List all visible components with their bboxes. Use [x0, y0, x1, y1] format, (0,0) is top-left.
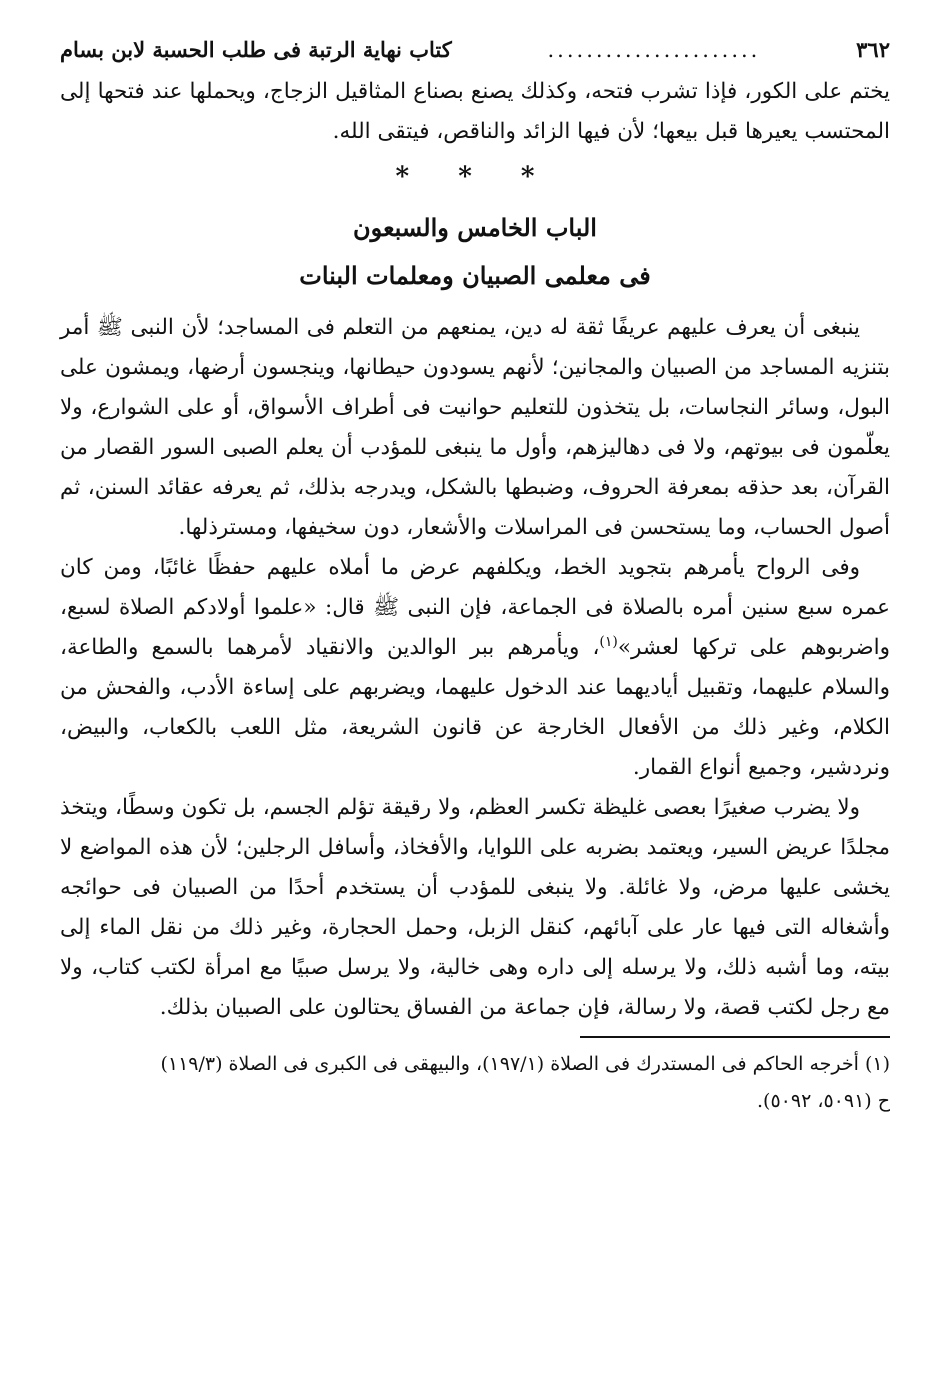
- running-header: [60, 30, 890, 72]
- book-title: كتاب نهاية الرتبة فى طلب الحسبة لابن بسام: [60, 37, 452, 62]
- chapter-subtitle: فى معلمى الصبيان ومعلمات البنات: [299, 261, 651, 290]
- paragraph-2-after-ref: ، ويأمرهم ببر الوالدين والانقياد لأمرهما بالسمع والطاعة، والسلام عليهما، وتقبيل أياديهما عند الدخول عليهما، ويضربهم على إساءة الأدب، والفحش من الكلام، وغير ذلك من الأفعال الخارجة عن قانون الشريعة، مثل اللعب بالكعاب، والبيض، ونردشير، وجميع أنواع القمار.: [60, 635, 890, 780]
- paragraph-2-before-ref: وفى الرواح يأمرهم بتجويد الخط، ويكلفهم عرض ما أملاه عليهم حفظًا غائبًا، ومن كان عمره سبع سنين أمره بالصلاة فى الجماعة، فإن النبى ﷺ قال: «علموا أولادكم الصلاة لسبع، واضربوهم على تركها لعشر»: [60, 555, 891, 660]
- section-separator: * * *: [395, 162, 555, 192]
- paragraph-1: ينبغى أن يعرف عليهم عريفًا ثقة له دين، يمنعهم من التعلم فى المساجد؛ لأن النبى ﷺ أمر بتنزيه المساجد من الصبيان والمجانين؛ لأنهم يسودون حيطانها، وينجسون أرضها، ويمشون على البول، وسائر النجاسات، بل يتخذون للتعليم حوانيت فى أطراف الأسواق، أو على الشوارع، ولا يعلّمون فى بيوتهم، ولا فى دهاليزهم، وأول ما ينبغى للمؤدب أن يعلم الصبى السور القصار من القرآن، بعد حذقه بمعرفة الحروف، وضبطها بالشكل، ويدرجه بذلك، ثم يعرفه عقائد السنن، ثم أصول الحساب، وما يستحسن فى المراسلات والأشعار، دون سخيفها، ومسترذلها.: [60, 315, 890, 540]
- footnote-divider: [580, 1036, 890, 1038]
- chapter-heading: [60, 204, 890, 300]
- intro-paragraph: يختم على الكور، فإذا تشرب فتحه، وكذلك يصنع بصناع المثاقيل الزجاج، ويحملها عند فتحها إلى المحتسب يعيرها قبل بيعها؛ لأن فيها الزائد والناقص، فيتقى الله.: [60, 79, 890, 144]
- paragraph-3: ولا يضرب صغيرًا بعصى غليظة تكسر العظم، ولا رقيقة تؤلم الجسم، بل تكون وسطًا، ويتخذ مجلدًا عريض السير، ويعتمد بضربه على اللوايا، والأفخاذ، وأسافل الرجلين؛ لأن هذه المواضع لا يخشى عليها مرض، ولا غائلة. ولا ينبغى للمؤدب أن يستخدم أحدًا من الصبيان فى حوائجه وأشغاله التى فيها عار على آبائهم، كنقل الزبل، وحمل الحجارة، وغير ذلك من نقل الماء إلى بيته، وما أشبه ذلك، ولا يرسله إلى داره وهى خالية، ولا يرسل صبيًا مع امرأة لكتب كتاب، ولا مع رجل لكتب قصة، ولا رسالة، فإن جماعة من الفساق يحتالون على الصبيان بذلك.: [60, 795, 890, 1020]
- chapter-title: الباب الخامس والسبعون: [353, 213, 597, 242]
- page-number: ٣٦٢: [856, 37, 890, 62]
- footnote-reference[interactable]: (١): [599, 633, 618, 650]
- paragraph-2: [60, 548, 890, 788]
- footnote-line-1: (١) أخرجه الحاكم فى المستدرك فى الصلاة (١٩٧/١)، والبيهقى فى الكبرى فى الصلاة (١١٩/٣): [160, 1053, 890, 1075]
- header-leader: ......................: [547, 38, 761, 62]
- book-page: [60, 30, 890, 1120]
- footnote-line-2: ح (٥٠٩١، ٥٠٩٢).: [757, 1090, 890, 1112]
